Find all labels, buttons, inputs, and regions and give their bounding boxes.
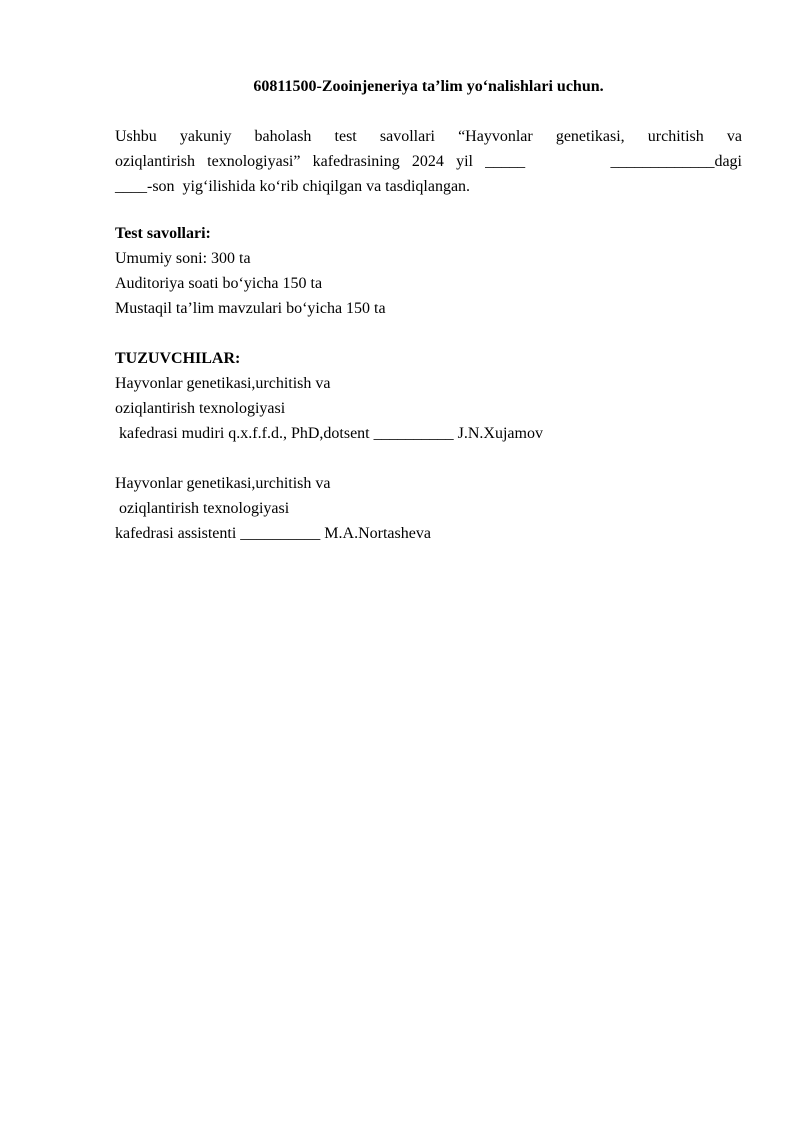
author2-line-1: Hayvonlar genetikasi,urchitish va [115, 475, 331, 492]
test-auditorium-count: Auditoriya soati bo‘yicha 150 ta [115, 275, 323, 292]
author2-signature-line: kafedrasi assistenti __________ M.A.Nortasheva [115, 525, 431, 542]
test-section-heading: Test savollari: [115, 225, 211, 242]
intro-line-2: oziqlantirish texnologiyasi” kafedrasining 2024 yil _____ _____________dagi [115, 153, 742, 170]
authors-heading: TUZUVCHILAR: [115, 350, 241, 367]
authors-section [115, 346, 742, 446]
author2-block [115, 471, 742, 546]
author1-line-2: oziqlantirish texnologiyasi [115, 400, 286, 417]
document-content [115, 76, 742, 571]
intro-paragraph [115, 124, 742, 199]
intro-line-3: ____-son yig‘ilishida ko‘rib chiqilgan va tasdiqlangan. [115, 178, 471, 195]
test-section [115, 221, 742, 321]
intro-line-1: Ushbu yakuniy baholash test savollari “Hayvonlar genetikasi, urchitish va [115, 128, 742, 145]
test-total-count: Umumiy soni: 300 ta [115, 250, 251, 267]
author1-line-1: Hayvonlar genetikasi,urchitish va [115, 375, 331, 392]
test-independent-count: Mustaqil ta’lim mavzulari bo‘yicha 150 ta [115, 300, 386, 317]
document-title: 60811500-Zooinjeneriya ta’lim yo‘nalishlari uchun. [253, 78, 604, 95]
author2-line-2: oziqlantirish texnologiyasi [115, 500, 290, 517]
author1-signature-line: kafedrasi mudiri q.x.f.f.d., PhD,dotsent __________ J.N.Xujamov [115, 425, 543, 442]
